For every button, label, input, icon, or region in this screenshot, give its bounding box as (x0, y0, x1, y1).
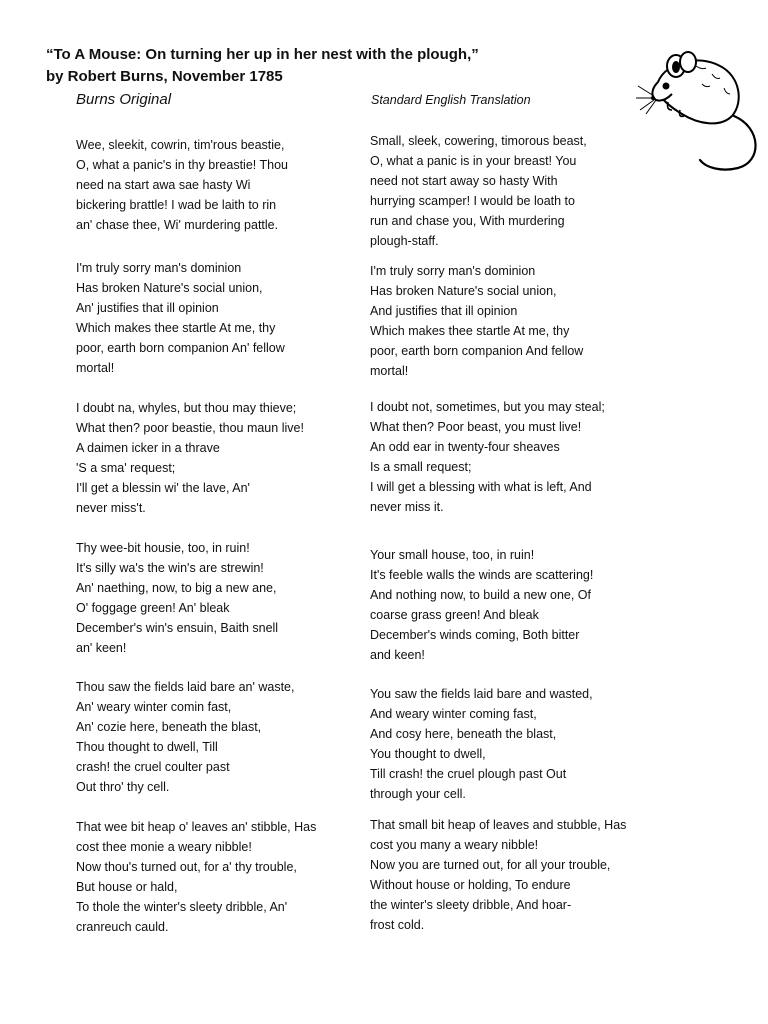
verse-line: Small, sleek, cowering, timorous beast, (370, 134, 587, 148)
verse-line: cost you many a weary nibble! (370, 838, 539, 852)
original-column-heading: Burns Original (76, 91, 172, 108)
verse-line: Is a small request; (370, 460, 472, 474)
mouse-illustration (636, 44, 760, 176)
verse-line: Your small house, too, in ruin! (370, 548, 535, 562)
verse-line: never miss it. (370, 500, 444, 514)
verse-line: And nothing now, to build a new one, Of (370, 588, 591, 602)
verse-line: I'm truly sorry man's dominion (370, 264, 536, 278)
verse-line: O, what a panic's in thy breastie! Thou (76, 158, 288, 172)
verse-line: But house or hald, (76, 880, 178, 894)
verse-line: December's win's ensuin, Baith snell (76, 621, 279, 635)
verse-line: Has broken Nature's social union, (370, 284, 557, 298)
verse-line: An odd ear in twenty-four sheaves (370, 440, 560, 454)
verse-line: And weary winter coming fast, (370, 707, 537, 721)
verse-line: A daimen icker in a thrave (76, 441, 220, 455)
poem-title (46, 44, 606, 88)
verse-line: Till crash! the cruel plough past Out (370, 767, 567, 781)
title-line: “To A Mouse: On turning her up in her nest with the plough,” (46, 46, 479, 63)
verse-line: mortal! (76, 361, 115, 375)
verse-line: need na start awa sae hasty Wi (76, 178, 251, 192)
translation-stanza-6 (370, 815, 626, 935)
verse-line: never miss't. (76, 501, 146, 515)
verse-line: It's feeble walls the winds are scattering! (370, 568, 594, 582)
verse-line: Wee, sleekit, cowrin, tim'rous beastie, (76, 138, 285, 152)
original-stanza-3 (76, 398, 304, 518)
translation-stanza-4 (370, 545, 593, 665)
verse-line: I'm truly sorry man's dominion (76, 261, 242, 275)
verse-line: Without house or holding, To endure (370, 878, 571, 892)
original-stanza-2 (76, 258, 285, 378)
verse-line: You thought to dwell, (370, 747, 486, 761)
translation-stanza-5 (370, 684, 593, 804)
original-stanza-4 (76, 538, 278, 658)
translation-column-heading: Standard English Translation (371, 93, 531, 107)
verse-line: Which makes thee startle At me, thy (76, 321, 276, 335)
original-stanza-1 (76, 135, 288, 235)
translation-stanza-1 (370, 131, 587, 251)
verse-line: cost thee monie a weary nibble! (76, 840, 252, 854)
verse-line: And cosy here, beneath the blast, (370, 727, 557, 741)
verse-line: Now you are turned out, for all your trouble, (370, 858, 611, 872)
original-stanza-6 (76, 817, 316, 937)
verse-line: O, what a panic is in your breast! You (370, 154, 577, 168)
verse-line: Out thro' thy cell. (76, 780, 170, 794)
verse-line: It's silly wa's the win's are strewin! (76, 561, 264, 575)
verse-line: need not start away so hasty With (370, 174, 558, 188)
verse-line: Now thou's turned out, for a' thy trouble, (76, 860, 297, 874)
verse-line: coarse grass green! And bleak (370, 608, 539, 622)
verse-line: What then? poor beastie, thou maun live! (76, 421, 304, 435)
verse-line: an' keen! (76, 641, 127, 655)
verse-line: Thou thought to dwell, Till (76, 740, 218, 754)
verse-line: To thole the winter's sleety dribble, An' (76, 900, 288, 914)
verse-line: and keen! (370, 648, 425, 662)
translation-stanza-2 (370, 261, 583, 381)
verse-line: Has broken Nature's social union, (76, 281, 263, 295)
verse-line: plough-staff. (370, 234, 439, 248)
verse-line: I doubt not, sometimes, but you may steal; (370, 400, 605, 414)
verse-line: O' foggage green! An' bleak (76, 601, 230, 615)
byline: by Robert Burns, November 1785 (46, 68, 283, 85)
verse-line: And justifies that ill opinion (370, 304, 518, 318)
verse-line: What then? Poor beast, you must live! (370, 420, 582, 434)
verse-line: frost cold. (370, 918, 425, 932)
verse-line: That small bit heap of leaves and stubble, Has (370, 818, 627, 832)
verse-line: December's winds coming, Both bitter (370, 628, 580, 642)
verse-line: Thy wee-bit housie, too, in ruin! (76, 541, 250, 555)
verse-line: Which makes thee startle At me, thy (370, 324, 570, 338)
verse-line: That wee bit heap o' leaves an' stibble, Has (76, 820, 317, 834)
verse-line: An' justifies that ill opinion (76, 301, 219, 315)
verse-line: mortal! (370, 364, 409, 378)
verse-line: an' chase thee, Wi' murdering pattle. (76, 218, 279, 232)
verse-line: An' cozie here, beneath the blast, (76, 720, 262, 734)
translation-stanza-3 (370, 397, 605, 517)
verse-line: Thou saw the fields laid bare an' waste, (76, 680, 295, 694)
verse-line: An' naething, now, to big a new ane, (76, 581, 277, 595)
verse-line: poor, earth born companion An' fellow (76, 341, 285, 355)
verse-line: I will get a blessing with what is left, And (370, 480, 592, 494)
verse-line: through your cell. (370, 787, 466, 801)
verse-line: crash! the cruel coulter past (76, 760, 230, 774)
verse-line: I'll get a blessin wi' the lave, An' (76, 481, 250, 495)
original-stanza-5 (76, 677, 294, 797)
verse-line: the winter's sleety dribble, And hoar- (370, 898, 572, 912)
verse-line: run and chase you, With murdering (370, 214, 565, 228)
verse-line: poor, earth born companion And fellow (370, 344, 584, 358)
verse-line: I doubt na, whyles, but thou may thieve; (76, 401, 297, 415)
verse-line: An' weary winter comin fast, (76, 700, 232, 714)
verse-line: hurrying scamper! I would be loath to (370, 194, 575, 208)
verse-line: 'S a sma' request; (76, 461, 176, 475)
verse-line: bickering brattle! I wad be laith to rin (76, 198, 277, 212)
verse-line: cranreuch cauld. (76, 920, 169, 934)
verse-line: You saw the fields laid bare and wasted, (370, 687, 593, 701)
